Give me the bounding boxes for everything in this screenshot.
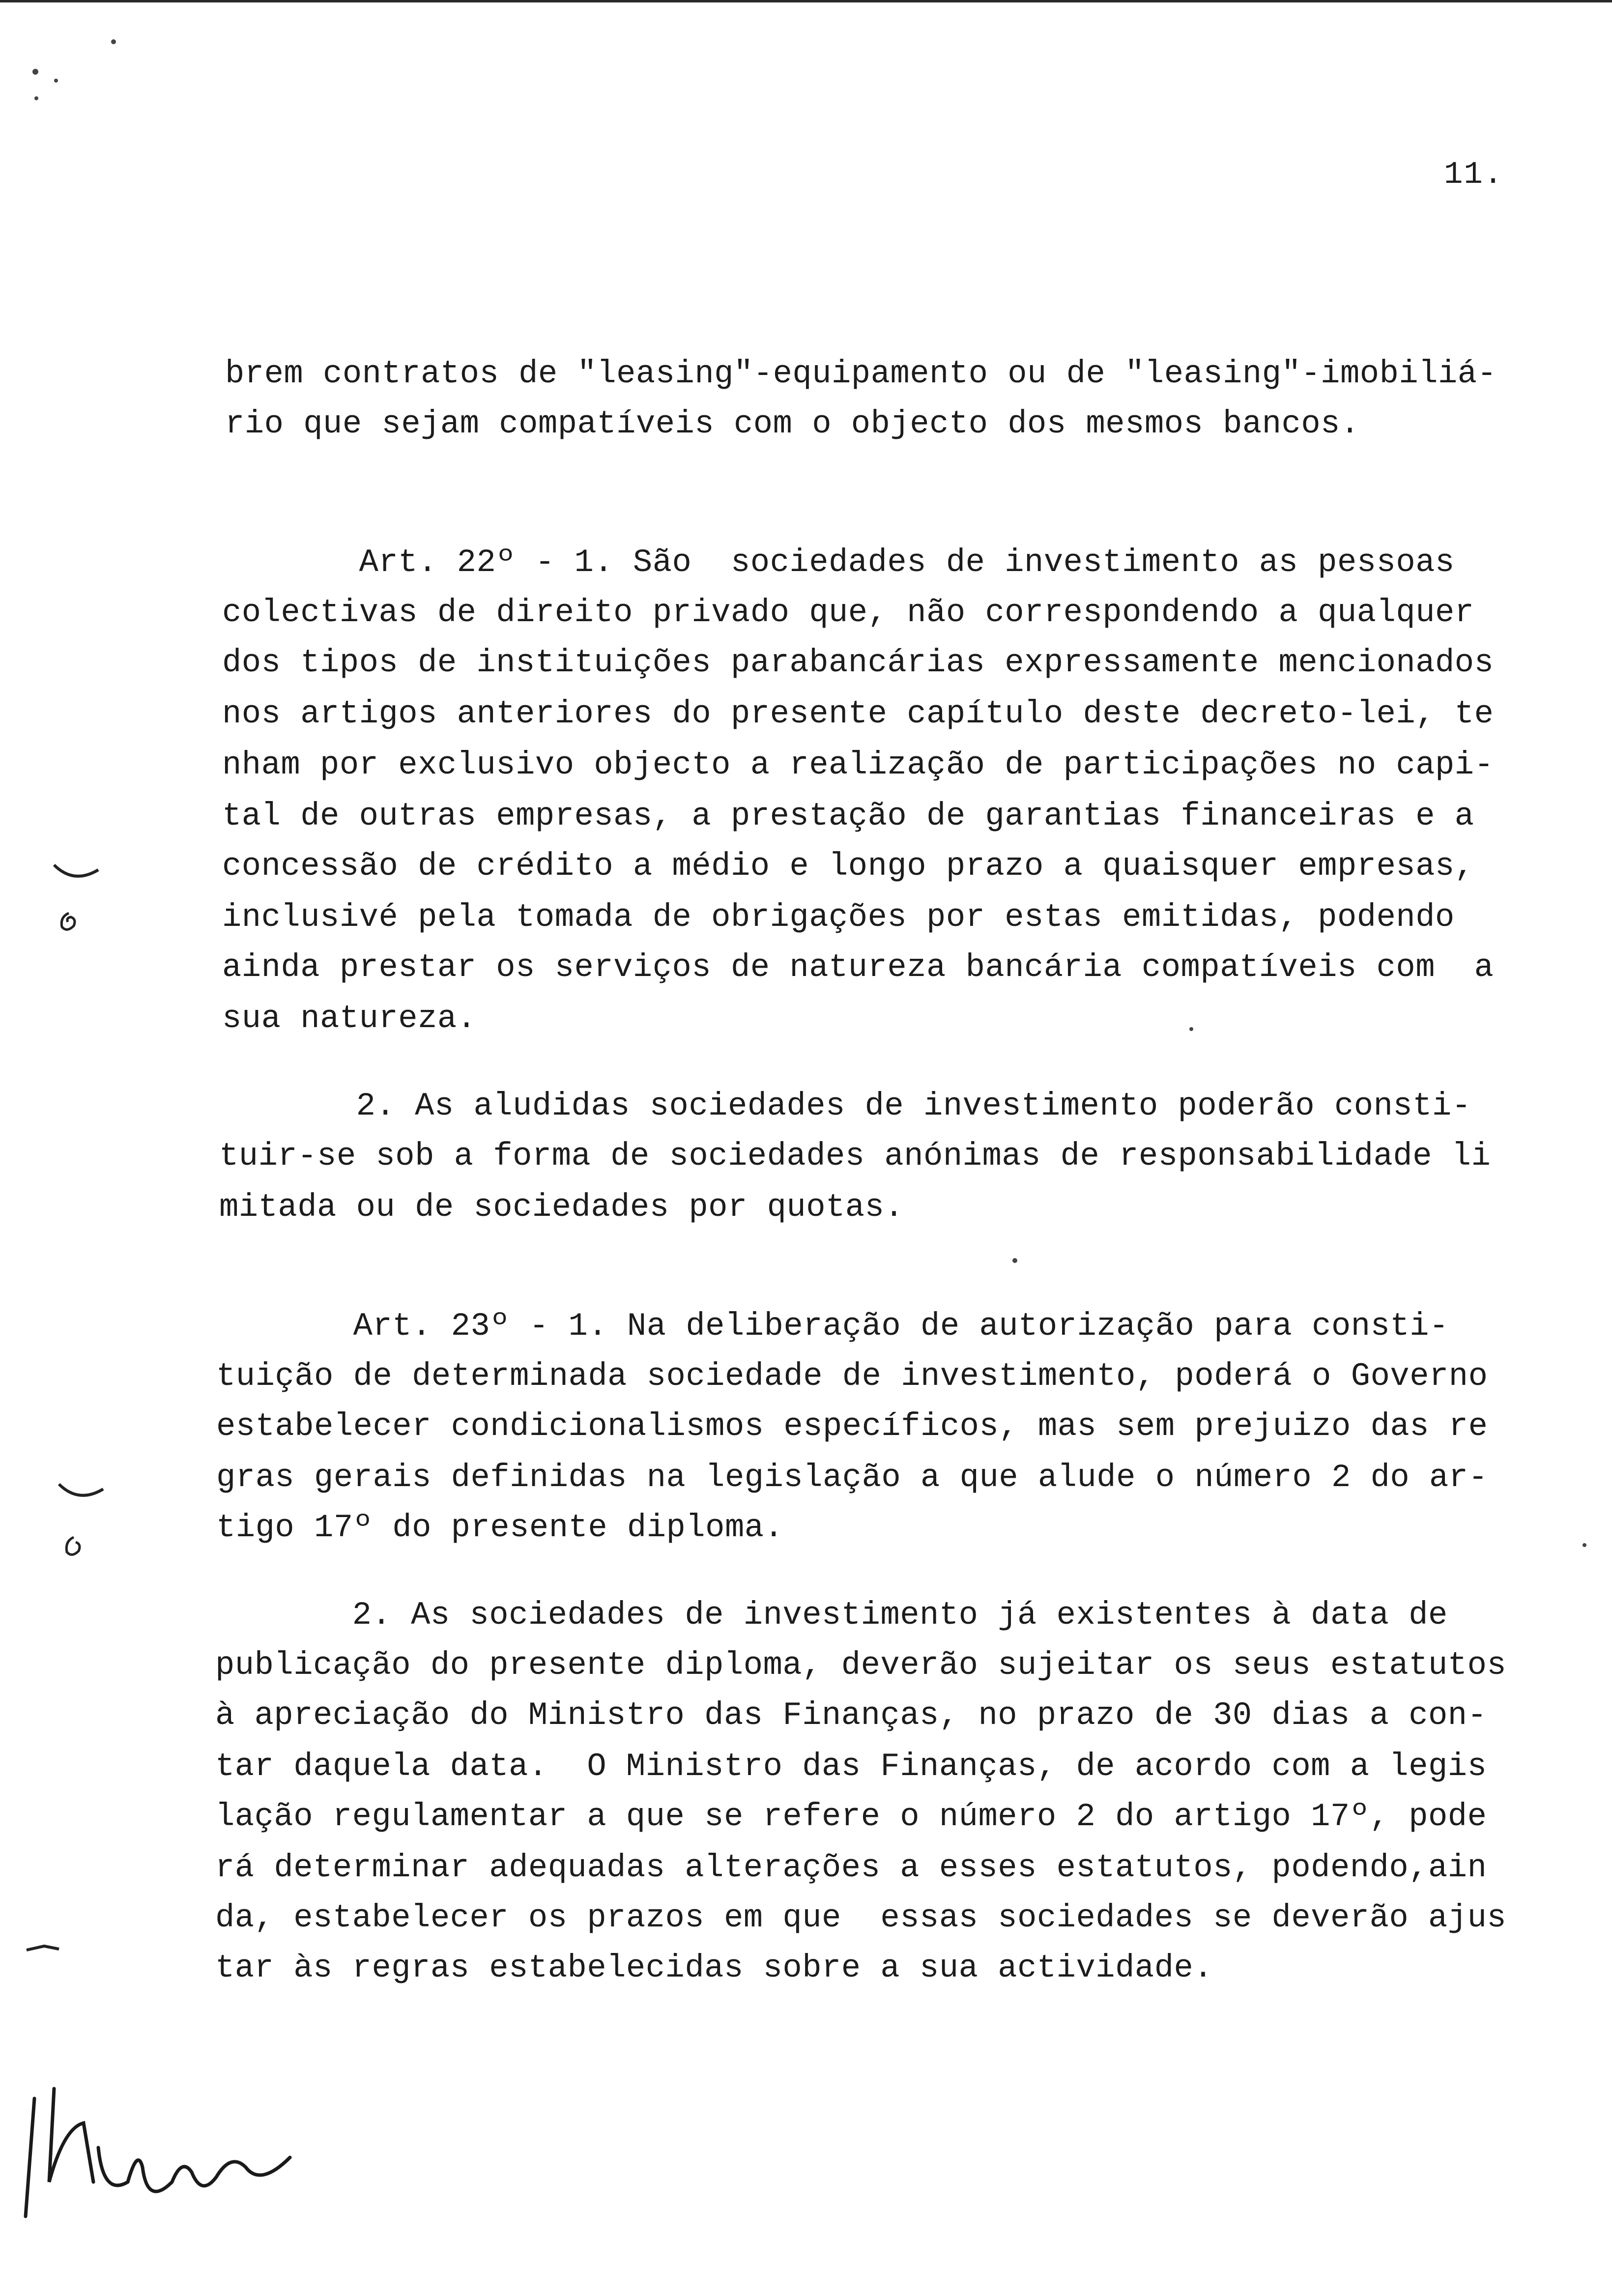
text-line: rio que sejam compatíveis com o objecto dos mesmos bancos. (225, 405, 1360, 442)
scan-speck (34, 96, 38, 100)
text-line: concessão de crédito a médio e longo prazo a quaisquer empresas, (222, 848, 1474, 885)
text-line: colectivas de direito privado que, não correspondendo a qualquer (222, 594, 1474, 631)
text-line: estabelecer condicionalismos específicos, mas sem prejuizo das re (216, 1408, 1488, 1445)
margin-dash-mark (25, 1941, 64, 1956)
text-line: à apreciação do Ministro das Finanças, no prazo de 30 dias a con- (215, 1697, 1487, 1734)
text-line: tar às regras estabelecidas sobre a sua actividade. (215, 1950, 1213, 1986)
text-line: lação regulamentar a que se refere o número 2 do artigo 17º, pode (215, 1798, 1487, 1835)
text-line: tuir-se sob a forma de sociedades anónimas de responsabilidade li (219, 1138, 1491, 1175)
text-line: tigo 17º do presente diploma. (216, 1509, 784, 1546)
scan-speck (111, 39, 116, 44)
text-line: da, estabelecer os prazos em que essas sociedades se deverão ajus (215, 1899, 1507, 1936)
text-line: brem contratos de "leasing"-equipamento ou de "leasing"-imobiliá- (225, 355, 1497, 392)
text-line: gras gerais definidas na legislação a que alude o número 2 do ar- (216, 1459, 1488, 1496)
text-line: tuição de determinada sociedade de investimento, poderá o Governo (216, 1358, 1488, 1395)
scan-speck (1012, 1258, 1017, 1263)
page-number: 11. (1444, 157, 1504, 193)
text-line: nos artigos anteriores do presente capítulo deste decreto-lei, te (222, 695, 1494, 732)
margin-check-mark-2 (54, 1474, 113, 1573)
text-line: dos tipos de instituições parabancárias expressamente mencionados (222, 644, 1494, 681)
text-line: tal de outras empresas, a prestação de garantias financeiras e a (222, 798, 1474, 834)
text-line: publicação do presente diploma, deverão sujeitar os seus estatutos (215, 1647, 1507, 1684)
scan-speck (1583, 1543, 1586, 1547)
text-line: Art. 22º - 1. São sociedades de investimento as pessoas (222, 544, 1455, 581)
text-line: Art. 23º - 1. Na deliberação de autorização para consti- (216, 1308, 1449, 1345)
scan-speck (54, 79, 58, 83)
handwritten-signature (15, 2069, 310, 2226)
text-line: tar daquela data. O Ministro das Finanças, de acordo com a legis (215, 1748, 1487, 1785)
margin-check-mark-1 (49, 855, 108, 944)
text-line: sua natureza. (222, 1000, 477, 1037)
text-line: 2. As aludidas sociedades de investimento poderão consti- (219, 1088, 1471, 1124)
text-line: rá determinar adequadas alterações a esses estatutos, podendo,ain (215, 1849, 1487, 1886)
scan-speck (1189, 1027, 1193, 1031)
top-edge-rule (0, 0, 1612, 2)
text-line: nham por exclusivo objecto a realização de participações no capi- (222, 746, 1494, 783)
scan-speck (32, 69, 38, 75)
text-line: ainda prestar os serviços de natureza bancária compatíveis com a (222, 949, 1494, 986)
text-line: 2. As sociedades de investimento já existentes à data de (215, 1597, 1448, 1634)
text-line: mitada ou de sociedades por quotas. (219, 1189, 904, 1226)
text-line: inclusivé pela tomada de obrigações por estas emitidas, podendo (222, 899, 1455, 936)
